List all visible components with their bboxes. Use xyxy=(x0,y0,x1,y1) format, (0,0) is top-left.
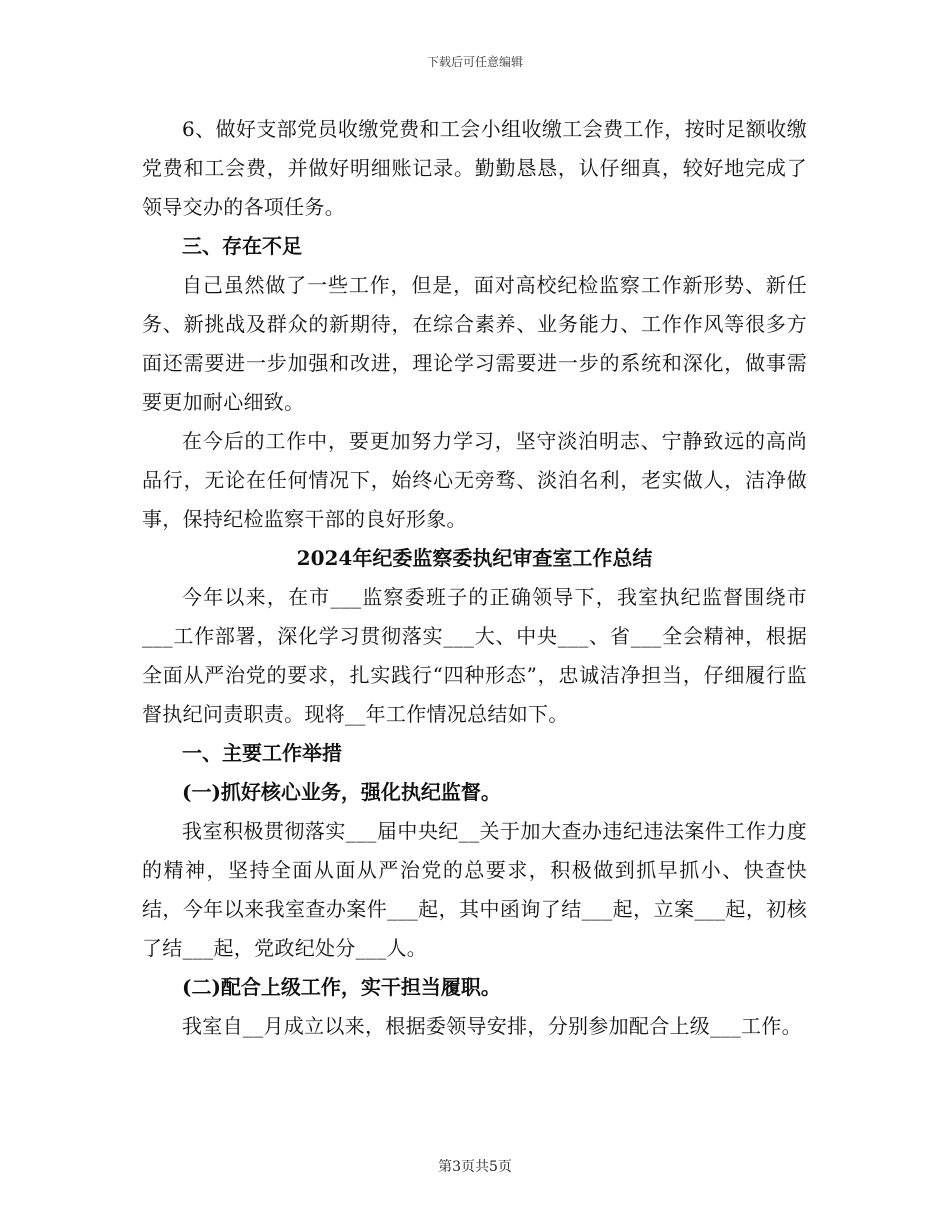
section-heading-shortcomings: 三、存在不足 xyxy=(182,234,302,258)
paragraph-intro: 今年以来，在市___监察委班子的正确领导下，我室执纪监督围绕市___工作部署，深化学习贯彻落实___大、中央___、省___全会精神，根据全面从严治党的要求，扎实践行“四种形态”，忠诚洁净担当，仔细履行监督执纪问责职责。现将__年工作情况总结如下。 xyxy=(142,585,807,726)
page-header: 下载后可任意编辑 xyxy=(426,55,523,69)
paragraph-cooperation: 我室自__月成立以来，根据委领导安排，分别参加配合上级___工作。 xyxy=(182,1014,802,1038)
document-title: 2024年纪委监察委执纪审查室工作总结 xyxy=(296,546,653,570)
section-heading-main-measures: 一、主要工作举措 xyxy=(182,741,342,765)
subheading-cooperation: (二)配合上级工作，实干担当履职。 xyxy=(182,975,501,999)
subheading-core-business: (一)抓好核心业务，强化执纪监督。 xyxy=(182,780,501,804)
paragraph-future-work: 在今后的工作中，要更加努力学习，坚守淡泊明志、宁静致远的高尚品行，无论在任何情况下，始终心无旁骛、淡泊名利，老实做人，洁净做事，保持纪检监察干部的良好形象。 xyxy=(142,429,807,531)
paragraph-core-business: 我室积极贯彻落实___届中央纪__关于加大查办违纪违法案件工作力度的精神，坚持全面从面从严治党的总要求，积极做到抓早抓小、快查快结，今年以来我室查办案件___起，其中函询了结___起，立案___起，初核了结___起，党政纪处分___人。 xyxy=(142,819,807,960)
document-body xyxy=(142,110,807,1046)
page-number-footer: 第3页共5页 xyxy=(438,1159,512,1175)
paragraph-item-6: 6、做好支部党员收缴党费和工会小组收缴工会费工作，按时足额收缴党费和工会费，并做好明细账记录。勤勤恳恳，认仔细真，较好地完成了领导交办的各项任务。 xyxy=(142,117,807,219)
paragraph-shortcomings: 自己虽然做了一些工作，但是，面对高校纪检监察工作新形势、新任务、新挑战及群众的新期待，在综合素养、业务能力、工作作风等很多方面还需要进一步加强和改进，理论学习需要进一步的系统和深化，做事需要更加耐心细致。 xyxy=(142,273,807,414)
